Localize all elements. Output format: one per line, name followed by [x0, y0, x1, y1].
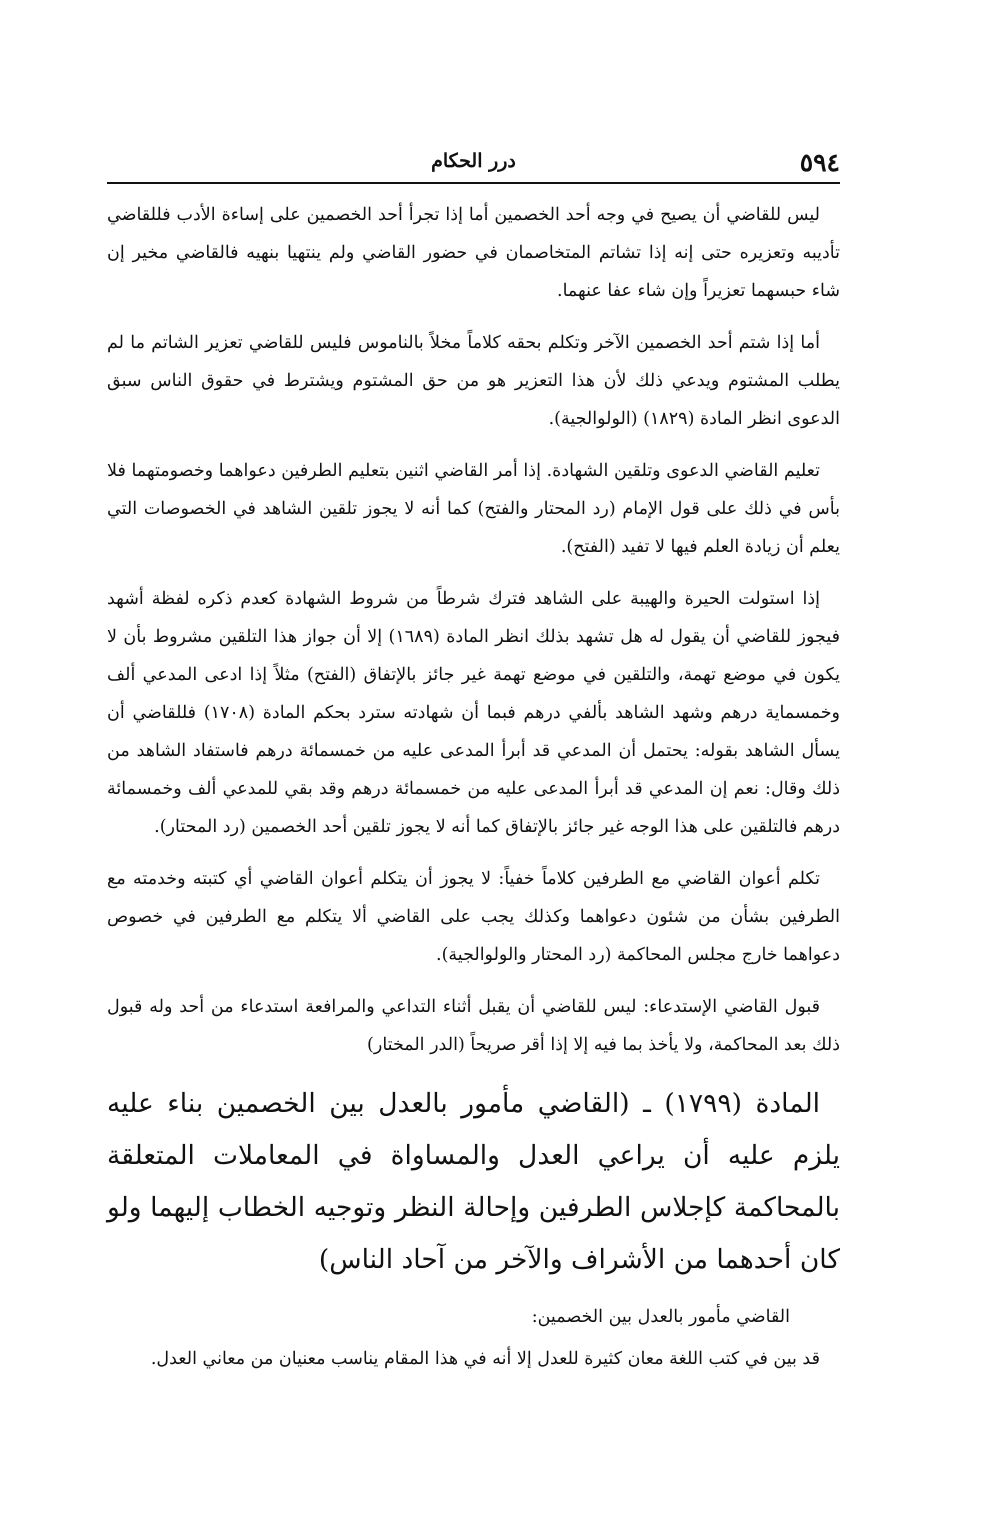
article-1799: المادة (١٧٩٩) ـ (القاضي مأمور بالعدل بين الخصمين بناء عليه يلزم عليه أن يراعي العدل والمساواة في المعاملات المتعلقة بالمحاكمة كإجلاس الطرفين وإحالة النظر وتوجيه الخطاب إليهما ولو كان أحدهما من الأشراف والآخر من آحاد الناس) [107, 1088, 840, 1275]
paragraph-1: ليس للقاضي أن يصيح في وجه أحد الخصمين أما إذا تجرأ أحد الخصمين على إساءة الأدب فللقاضي تأديبه وتعزيره حتى إنه إذا تشاتم المتخاصمان في حضور القاضي ولم ينتهيا بنهيه فالقاضي مخير إن شاء حبسهما تعزيراً وإن شاء عفا عنهما. [107, 205, 840, 301]
paragraph-3: تعليم القاضي الدعوى وتلقين الشهادة. إذا أمر القاضي اثنين بتعليم الطرفين دعواهما وخصومتهما فلا بأس في ذلك على قول الإمام (رد المحتار والفتح) كما أنه لا يجوز تلقين الشاهد في الخصوصات التي يعلم أن زيادة العلم فيها لا تفيد (الفتح). [107, 461, 840, 557]
final-paragraph: قد بين في كتب اللغة معان كثيرة للعدل إلا أنه في هذا المقام يناسب معنيان من معاني العدل. [150, 1349, 820, 1369]
paragraph-4: إذا استولت الحيرة والهيبة على الشاهد فترك شرطاً من شروط الشهادة كعدم ذكره لفظة أشهد فيجوز للقاضي أن يقول له هل تشهد بذلك انظر المادة (١٦٨٩) إلا أن جواز هذا التلقين مشروط بأن لا يكون في موضع تهمة، والتلقين في موضع تهمة غير جائز بالإتفاق (الفتح) مثلاً إذا ادعى المدعي ألف وخمسماية درهم وشهد الشاهد بألفي درهم فبما أن شهادته سترد بحكم المادة (١٧٠٨) فللقاضي أن يسأل الشاهد بقوله: يحتمل أن المدعي قد أبرأ المدعى عليه من خمسمائة درهم فاستفاد الشاهد من ذلك وقال: نعم إن المدعي قد أبرأ المدعى عليه من خمسمائة درهم وقد بقي للمدعي ألف وخمسمائة درهم فالتلقين على هذا الوجه غير جائز بالإتفاق كما أنه لا يجوز تلقين أحد الخصمين (رد المحتار). [107, 589, 841, 837]
page-number: ٥٩٤ [799, 148, 840, 177]
subheading: القاضي مأمور بالعدل بين الخصمين: [531, 1307, 790, 1327]
paragraph-2: أما إذا شتم أحد الخصمين الآخر وتكلم بحقه كلاماً مخلاً بالناموس فليس للقاضي تعزير الشاتم ما لم يطلب المشتوم ويدعي ذلك لأن هذا التعزير هو من حق المشتوم ويشترط في حقوق الناس سبق الدعوى انظر المادة (١٨٢٩) (الولوالجية). [107, 333, 840, 429]
page-content [107, 196, 840, 1378]
page-header [107, 146, 840, 184]
paragraph-6: قبول القاضي الإستدعاء: ليس للقاضي أن يقبل أثناء التداعي والمرافعة استدعاء من أحد وله قبول ذلك بعد المحاكمة، ولا يأخذ بما فيه إلا إذا أقر صريحاً (الدر المختار) [107, 997, 840, 1055]
paragraph-5: تكلم أعوان القاضي مع الطرفين كلاماً خفياً: لا يجوز أن يتكلم أعوان القاضي أي كتبته وخدمته مع الطرفين بشأن من شئون دعواهما وكذلك يجب على القاضي ألا يتكلم مع الطرفين في خصوص دعواهما خارج مجلس المحاكمة (رد المحتار والولوالجية). [107, 869, 840, 965]
book-title: درر الحكام [431, 150, 516, 172]
